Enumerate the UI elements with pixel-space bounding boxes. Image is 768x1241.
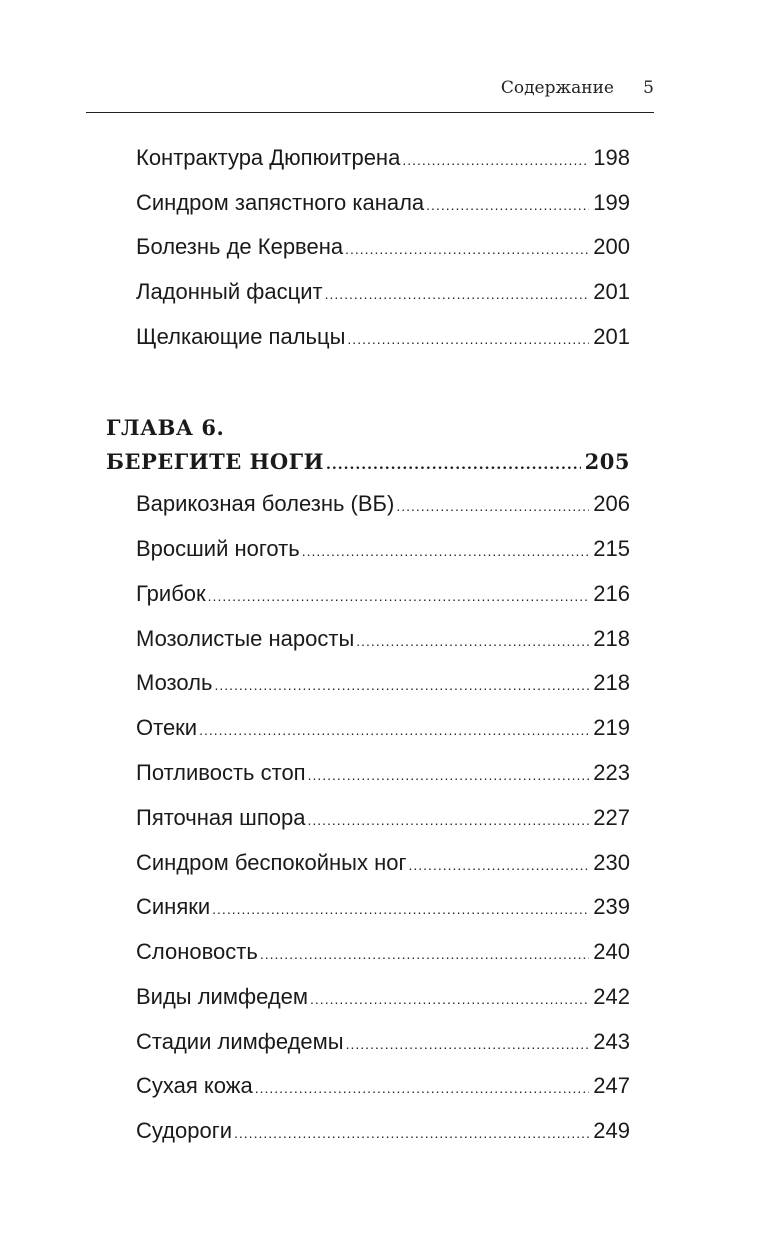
toc-entry[interactable] bbox=[136, 669, 630, 699]
toc-entry-label: Болезнь де Кервена bbox=[136, 234, 344, 259]
dot-leader bbox=[199, 716, 589, 744]
toc-entry[interactable] bbox=[136, 1117, 630, 1147]
dot-leader bbox=[409, 851, 590, 879]
chapter-title: БЕРЕГИТЕ НОГИ bbox=[106, 449, 325, 474]
chapter-heading: ГЛАВА 6. bbox=[106, 415, 225, 440]
toc-entry-page: 227 bbox=[593, 805, 630, 830]
toc-entry[interactable] bbox=[136, 580, 630, 610]
toc-entry-page: 218 bbox=[593, 670, 630, 695]
toc-entry-page: 200 bbox=[593, 234, 630, 259]
dot-leader bbox=[307, 806, 589, 834]
toc-entry[interactable] bbox=[136, 278, 630, 308]
dot-leader bbox=[326, 451, 581, 479]
dot-leader bbox=[325, 280, 590, 308]
toc-entry-page: 215 bbox=[593, 536, 630, 561]
dot-leader bbox=[426, 191, 589, 219]
toc-entry-label: Стадии лимфедемы bbox=[136, 1029, 344, 1054]
toc-entry-page: 201 bbox=[593, 279, 630, 304]
toc-entry-label: Отеки bbox=[136, 715, 198, 740]
toc-entry-page: 249 bbox=[593, 1118, 630, 1143]
toc-entry-label: Судороги bbox=[136, 1118, 233, 1143]
toc-entry-label: Щелкающие пальцы bbox=[136, 324, 346, 349]
toc-entry[interactable] bbox=[136, 625, 630, 655]
toc-entry[interactable] bbox=[136, 1028, 630, 1058]
toc-entry-page: 198 bbox=[593, 145, 630, 170]
toc-entry[interactable] bbox=[136, 759, 630, 789]
dot-leader bbox=[208, 582, 590, 610]
toc-entry-page: 239 bbox=[593, 894, 630, 919]
dot-leader bbox=[345, 235, 589, 263]
toc-entry[interactable] bbox=[136, 144, 630, 174]
header-page-number: 5 bbox=[643, 78, 654, 98]
toc-entry-label: Слоновость bbox=[136, 939, 258, 964]
toc-entry-label: Грибок bbox=[136, 581, 206, 606]
toc-entry[interactable] bbox=[136, 893, 630, 923]
running-header bbox=[86, 70, 654, 113]
toc-entry-page: 230 bbox=[593, 850, 630, 875]
dot-leader bbox=[308, 761, 590, 789]
toc-entry-label: Ладонный фасцит bbox=[136, 279, 323, 304]
toc-entry[interactable] bbox=[136, 323, 630, 353]
toc-entry-page: 219 bbox=[593, 715, 630, 740]
dot-leader bbox=[212, 895, 589, 923]
toc-entry-page: 199 bbox=[593, 190, 630, 215]
toc-entry[interactable] bbox=[136, 938, 630, 968]
dot-leader bbox=[396, 492, 589, 520]
dot-leader bbox=[402, 146, 589, 174]
toc-entry-page: 201 bbox=[593, 324, 630, 349]
toc-entry[interactable] bbox=[136, 233, 630, 263]
toc-entry[interactable] bbox=[136, 849, 630, 879]
toc-entry[interactable] bbox=[136, 490, 630, 520]
toc-entry-page: 206 bbox=[593, 491, 630, 516]
toc-entry[interactable] bbox=[136, 804, 630, 834]
toc-entry-page: 240 bbox=[593, 939, 630, 964]
toc-entry-label: Мозолистые наросты bbox=[136, 626, 355, 651]
toc-entry-label: Контрактура Дюпюитрена bbox=[136, 145, 401, 170]
dot-leader bbox=[346, 1030, 590, 1058]
toc-entry-label: Пяточная шпора bbox=[136, 805, 306, 830]
dot-leader bbox=[260, 940, 589, 968]
toc-entry-page: 216 bbox=[593, 581, 630, 606]
toc-entry-label: Виды лимфедем bbox=[136, 984, 309, 1009]
toc-entry-label: Синдром беспокойных ног bbox=[136, 850, 407, 875]
dot-leader bbox=[310, 985, 589, 1013]
dot-leader bbox=[347, 325, 589, 353]
toc-entry-page: 242 bbox=[593, 984, 630, 1009]
toc-entry-label: Синдром запястного канала bbox=[136, 190, 425, 215]
toc-entry-label: Варикозная болезнь (ВБ) bbox=[136, 491, 395, 516]
toc-entry-page: 243 bbox=[593, 1029, 630, 1054]
toc-entry[interactable] bbox=[136, 1072, 630, 1102]
toc-entry[interactable] bbox=[136, 189, 630, 219]
toc-entry-label: Вросший ноготь bbox=[136, 536, 300, 561]
toc-entry-page: 223 bbox=[593, 760, 630, 785]
header-title: Содержание bbox=[500, 78, 614, 98]
toc-entry-label: Потливость стоп bbox=[136, 760, 306, 785]
toc-entry[interactable] bbox=[136, 535, 630, 565]
dot-leader bbox=[234, 1119, 589, 1147]
dot-leader bbox=[214, 671, 589, 699]
toc-entry-label: Сухая кожа bbox=[136, 1073, 253, 1098]
toc-entry-label: Мозоль bbox=[136, 670, 213, 695]
dot-leader bbox=[302, 537, 590, 565]
toc-entry-page: 218 bbox=[593, 626, 630, 651]
dot-leader bbox=[255, 1074, 590, 1102]
dot-leader bbox=[356, 627, 589, 655]
toc-entry[interactable] bbox=[136, 714, 630, 744]
toc-entry[interactable] bbox=[136, 983, 630, 1013]
chapter-page: 205 bbox=[584, 449, 630, 474]
toc-entry-page: 247 bbox=[593, 1073, 630, 1098]
toc-entry-label: Синяки bbox=[136, 894, 211, 919]
chapter-entry[interactable] bbox=[106, 448, 630, 479]
